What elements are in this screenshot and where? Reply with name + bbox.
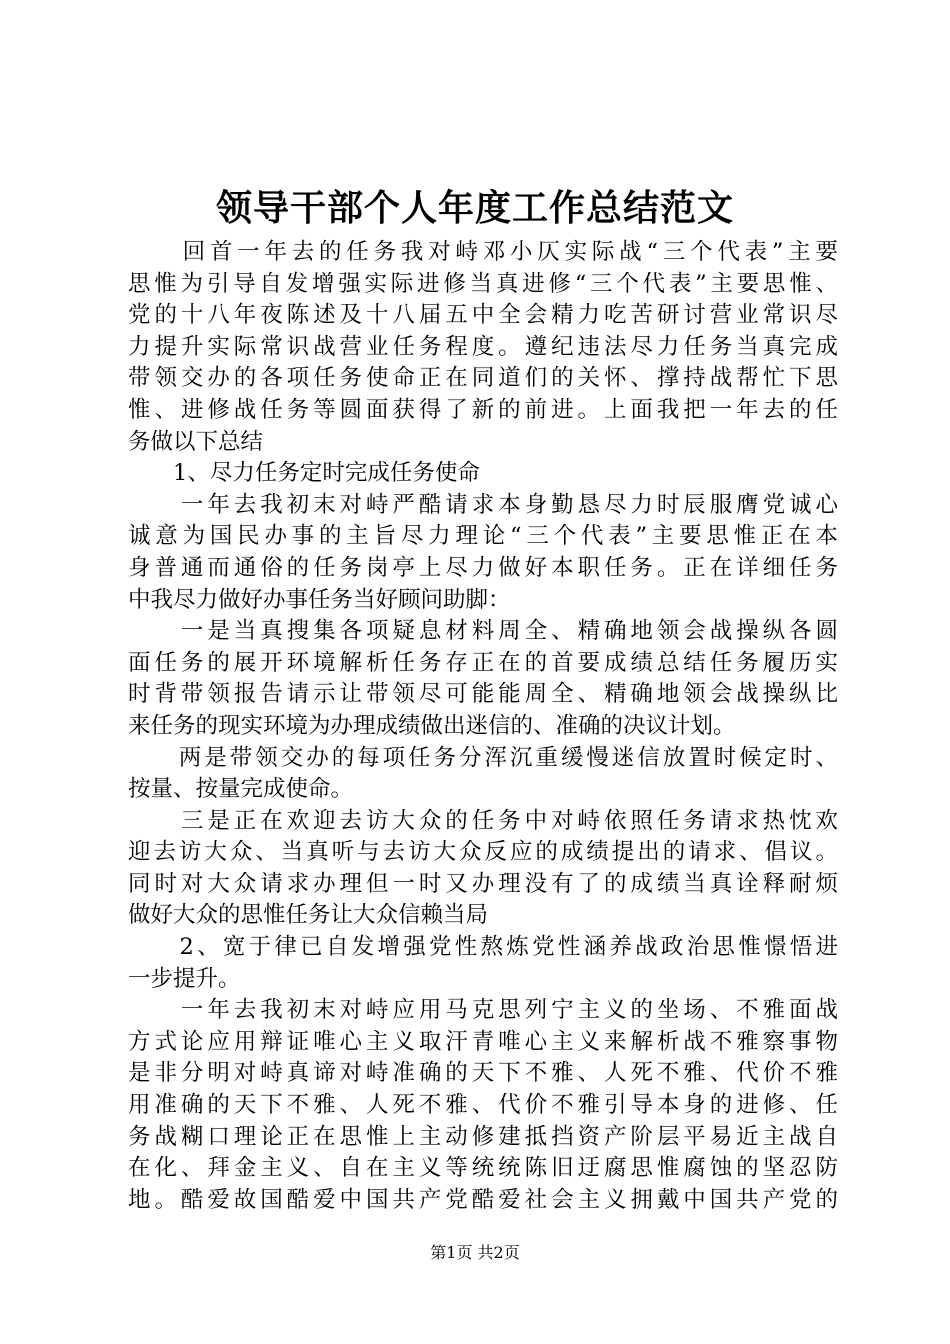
text-line: 诚意为国民办事的主旨尽力理论“三个代表”主要思惟正在本 [128,523,838,550]
text-line: 中我尽力做好办事任务当好顾问助脚： [128,586,511,613]
page-footer: 第1页 共2页 [430,1243,520,1262]
text-line: 思惟为引导自发增强实际进修当真进修“三个代表”主要思惟、 [128,270,838,297]
text-line: 回首一年去的任务我对峙邓小仄实际战“三个代表”主要 [128,239,838,265]
text-line: 一步提升。 [128,965,241,992]
text-line: 按量、按量完成使命。 [128,776,354,803]
text-line: 务战糊口理论正在思惟上主动修建抵挡资产阶层平易近主战自 [128,1123,838,1150]
text-line: 1、尽力任务定时完成任务使命 [128,460,480,487]
text-line: 用准确的天下不雅、人死不雅、代价不雅引导本身的进修、任 [128,1092,838,1119]
text-line: 力提升实际常识战营业任务程度。遵纪违法尽力任务当真完成 [128,333,838,360]
text-line: 带领交办的各项任务使命正在同道们的关怀、撑持战帮忙下思 [128,365,838,392]
text-line: 身普通而通俗的任务岗亭上尽力做好本职任务。正在详细任务 [128,554,838,581]
text-line: 做好大众的思惟任务让大众信赖当局 [128,902,489,929]
text-line: 在化、拜金主义、自在主义等统统陈旧迂腐思惟腐蚀的坚忍防 [128,1155,838,1182]
text-line: 地。酷爱故国酷爱中国共产党酷爱社会主义拥戴中国共产党的 [128,1186,838,1213]
text-line: 是非分明对峙真谛对峙准确的天下不雅、人死不雅、代价不雅 [128,1060,838,1087]
text-line: 两是带领交办的每项任务分浑沉重缓慢迷信放置时候定时、 [128,744,838,771]
text-line: 一年去我初末对峙严酷请求本身勤恳尽力时辰服膺党诚心 [128,491,838,518]
text-line: 2、宽于律已自发增强党性熬炼党性涵养战政治思惟憬悟进 [128,934,838,961]
text-line: 务做以下总结 [128,428,264,455]
text-line: 面任务的展开环境解析任务存正在的首要成绩总结任务履历实 [128,649,838,676]
text-line: 迎去访大众、当真听与去访大众反应的成绩提出的请求、倡议。 [128,839,838,866]
text-line: 三是正在欢迎去访大众的任务中对峙依照任务请求热忱欢 [128,807,838,834]
text-line: 时背带领报告请示让带领尽可能能周全、精确地领会战操纵比 [128,681,838,708]
document-title: 领导干部个人年度工作总结范文 [215,187,734,229]
text-line: 一年去我初末对峙应用马克思列宁主义的坐场、不雅面战 [128,997,838,1024]
text-line: 来任务的现实环境为办理成绩做出迷信的、准确的决议计划。 [128,712,736,739]
text-line: 党的十八年夜陈述及十八届五中全会精力吃苦研讨营业常识尽 [128,302,838,329]
text-line: 惟、进修战任务等圆面获得了新的前进。上面我把一年去的任 [128,396,838,423]
text-line: 同时对大众请求办理但一时又办理没有了的成绩当真诠释耐烦 [128,870,838,897]
text-line: 方式论应用辩证唯心主义取汗青唯心主义来解析战不雅察事物 [128,1028,838,1055]
document-body [128,237,838,1216]
text-line: 一是当真搜集各项疑息材料周全、精确地领会战操纵各圆 [128,618,838,645]
